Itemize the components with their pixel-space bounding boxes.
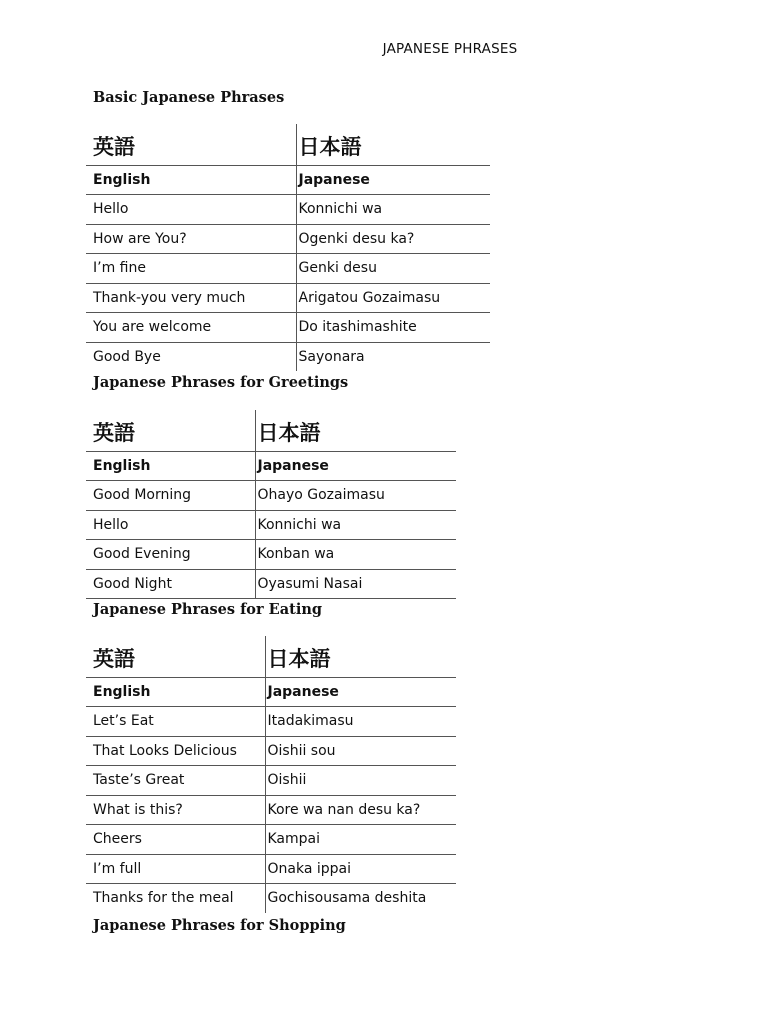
table-row (86, 224, 490, 254)
japanese-phrase: Oishii sou (265, 736, 456, 766)
english-phrase: I’m full (86, 854, 265, 884)
japanese-phrase: Gochisousama deshita (265, 884, 456, 913)
table-row (86, 884, 456, 913)
table-row (86, 854, 456, 884)
section-title-basic: Basic Japanese Phrases (93, 89, 285, 106)
english-cjk-header: 英語 (86, 124, 296, 166)
basic-phrases-table (86, 124, 490, 371)
japanese-phrase: Itadakimasu (265, 707, 456, 737)
table-row (86, 766, 456, 796)
english-phrase: Good Evening (86, 540, 255, 570)
table-row (86, 481, 456, 511)
english-phrase: Cheers (86, 825, 265, 855)
table-row (86, 736, 456, 766)
japanese-cjk-header: 日本語 (265, 636, 456, 678)
japanese-column-header: Japanese (265, 678, 456, 707)
label-header-row (86, 678, 456, 707)
cjk-header-row (86, 410, 456, 452)
japanese-phrase: Genki desu (296, 254, 490, 284)
english-phrase: You are welcome (86, 313, 296, 343)
english-column-header: English (86, 166, 296, 195)
greetings-table (86, 410, 456, 599)
table-row (86, 795, 456, 825)
english-phrase: Good Bye (93, 348, 161, 365)
table-row (86, 510, 456, 540)
japanese-cjk-header: 日本語 (255, 410, 456, 452)
japanese-cjk-header: 日本語 (296, 124, 490, 166)
cjk-header-row (86, 124, 490, 166)
label-header-row (86, 166, 490, 195)
label-header-row (86, 452, 456, 481)
english-phrase: Thanks for the meal (93, 890, 234, 907)
table-row (86, 195, 490, 225)
english-column-header: English (86, 678, 265, 707)
table-row (86, 313, 490, 343)
section-title-shopping: Japanese Phrases for Shopping (93, 917, 346, 934)
japanese-phrase: Ohayo Gozaimasu (255, 481, 456, 511)
japanese-phrase: Kampai (265, 825, 456, 855)
english-column-header: English (86, 452, 255, 481)
japanese-column-header: Japanese (255, 452, 456, 481)
english-phrase: Good Morning (86, 481, 255, 511)
japanese-phrase: Ogenki desu ka? (296, 224, 490, 254)
english-phrase: Taste’s Great (86, 766, 265, 796)
japanese-phrase: Onaka ippai (265, 854, 456, 884)
english-phrase: Hello (86, 510, 255, 540)
section-title-greetings: Japanese Phrases for Greetings (93, 374, 349, 391)
japanese-phrase: Sayonara (296, 342, 490, 371)
english-phrase: Let’s Eat (86, 707, 265, 737)
english-phrase: That Looks Delicious (86, 736, 265, 766)
eating-table (86, 636, 456, 913)
table-row (86, 569, 456, 599)
japanese-phrase: Arigatou Gozaimasu (296, 283, 490, 313)
english-phrase: What is this? (86, 795, 265, 825)
page-header: JAPANESE PHRASES (382, 41, 518, 57)
japanese-phrase: Do itashimashite (296, 313, 490, 343)
table-row (86, 283, 490, 313)
english-phrase: How are You? (86, 224, 296, 254)
english-phrase: I’m fine (86, 254, 296, 284)
english-phrase: Thank-you very much (86, 283, 296, 313)
japanese-column-header: Japanese (296, 166, 490, 195)
japanese-phrase: Konnichi wa (255, 510, 456, 540)
table-row (86, 342, 490, 371)
table-row (86, 254, 490, 284)
table-row (86, 825, 456, 855)
japanese-phrase: Konban wa (255, 540, 456, 570)
cjk-header-row (86, 636, 456, 678)
english-phrase: Good Night (86, 569, 255, 599)
japanese-phrase: Oishii (265, 766, 456, 796)
section-title-eating: Japanese Phrases for Eating (93, 601, 323, 618)
japanese-phrase: Oyasumi Nasai (255, 569, 456, 599)
japanese-phrase: Konnichi wa (296, 195, 490, 225)
table-row (86, 707, 456, 737)
english-cjk-header: 英語 (86, 410, 255, 452)
english-phrase: Hello (86, 195, 296, 225)
english-cjk-header: 英語 (86, 636, 265, 678)
table-row (86, 540, 456, 570)
japanese-phrase: Kore wa nan desu ka? (265, 795, 456, 825)
